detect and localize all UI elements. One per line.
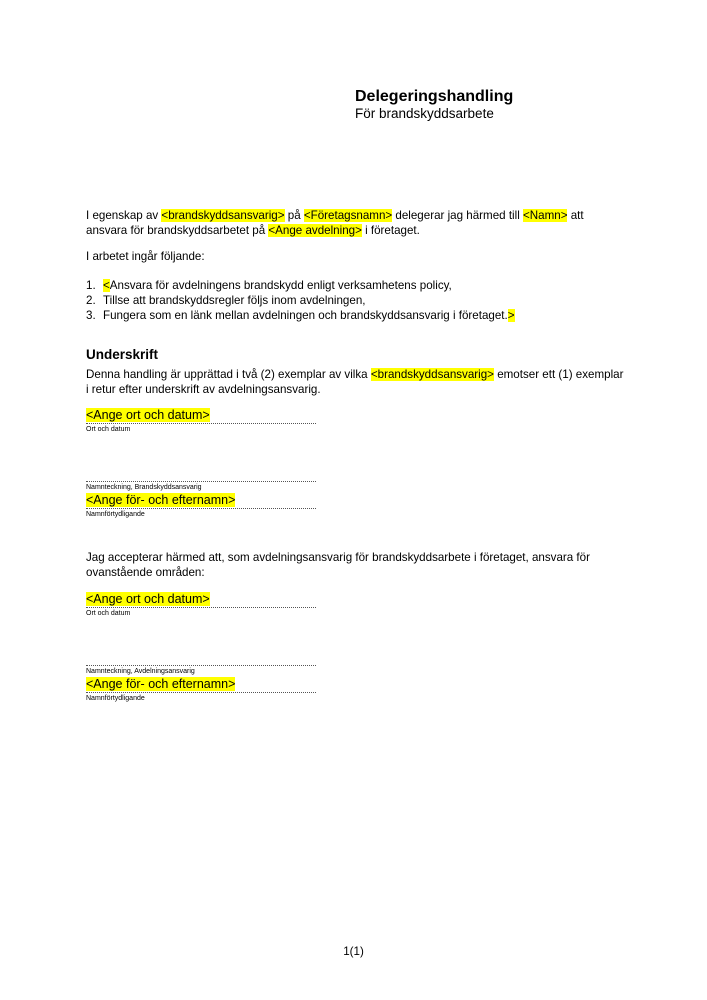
list-text: Tillse att brandskyddsregler följs inom avdelningen, — [103, 294, 366, 307]
list-text: Fungera som en länk mellan avdelningen och brandskyddsansvarig i företaget. — [103, 309, 508, 322]
tasks-intro: I arbetet ingår följande: — [86, 250, 205, 263]
signature-text: Denna handling är upprättad i två (2) exemplar av vilka — [86, 368, 371, 381]
field-close-bracket[interactable]: > — [507, 309, 515, 322]
field-namn[interactable]: <Namn> — [523, 209, 568, 222]
intro-text: att ansvara för brandskyddsarbetet på — [86, 209, 584, 237]
intro-text: i företaget. — [361, 224, 420, 237]
list-text: Ansvara för avdelningens brandskydd enligt verksamhetens policy, — [109, 279, 452, 292]
place-date-input-2[interactable]: <Ange ort och datum> — [86, 592, 210, 606]
field-brandskyddsansvarig[interactable]: <brandskyddsansvarig> — [370, 368, 494, 381]
place-date-field-1 — [86, 408, 316, 434]
signature-line — [86, 508, 316, 509]
place-date-input-1[interactable]: <Ange ort och datum> — [86, 408, 210, 422]
accept-paragraph: Jag accepterar härmed att, som avdelningsansvarig för brandskyddsarbete i företaget, ansvara för ovanstående områden: — [86, 551, 590, 579]
name-field-2 — [86, 677, 316, 703]
signature-space[interactable] — [86, 466, 316, 481]
document-title: Delegeringshandling — [355, 88, 514, 105]
signature-caption: Namnteckning, Brandskyddsansvarig — [86, 484, 202, 491]
place-date-caption: Ort och datum — [86, 610, 131, 617]
signature-line — [86, 423, 316, 424]
signature-line — [86, 607, 316, 608]
document-header — [355, 87, 513, 122]
place-date-caption: Ort och datum — [86, 426, 131, 433]
name-caption: Namnförtydligande — [86, 695, 145, 702]
list-number: 2. — [86, 294, 96, 307]
signature-heading: Underskrift — [86, 347, 159, 362]
signature-line — [86, 481, 316, 482]
signature-line — [86, 665, 316, 666]
name-caption: Namnförtydligande — [86, 511, 145, 518]
field-avdelning[interactable]: <Ange avdelning> — [268, 224, 362, 237]
intro-paragraph — [86, 208, 626, 238]
name-input-1[interactable]: <Ange för- och efternamn> — [86, 493, 236, 507]
list-item — [86, 278, 515, 293]
intro-text: på — [284, 209, 304, 222]
field-foretagsnamn[interactable]: <Företagsnamn> — [303, 209, 393, 222]
intro-text: delegerar jag härmed till — [392, 209, 523, 222]
signature-line — [86, 692, 316, 693]
list-item — [86, 293, 515, 308]
signature-paragraph — [86, 367, 626, 397]
place-date-field-2 — [86, 592, 316, 618]
name-input-2[interactable]: <Ange för- och efternamn> — [86, 677, 236, 691]
intro-text: I egenskap av — [86, 209, 162, 222]
page-number: 1(1) — [343, 945, 364, 958]
signature-field-2 — [86, 650, 316, 676]
signature-space[interactable] — [86, 650, 316, 665]
document-subtitle: För brandskyddsarbete — [355, 106, 494, 121]
list-item — [86, 308, 515, 323]
list-number: 3. — [86, 309, 96, 322]
task-list — [86, 278, 515, 323]
list-number: 1. — [86, 279, 96, 292]
field-brandskyddsansvarig[interactable]: <brandskyddsansvarig> — [161, 209, 285, 222]
field-open-bracket[interactable]: < — [103, 279, 110, 292]
signature-field-1 — [86, 466, 316, 492]
name-field-1 — [86, 493, 316, 519]
signature-text: emotser ett (1) exemplar i retur efter underskrift av avdelningsansvarig. — [86, 368, 624, 396]
signature-caption: Namnteckning, Avdelningsansvarig — [86, 668, 195, 675]
